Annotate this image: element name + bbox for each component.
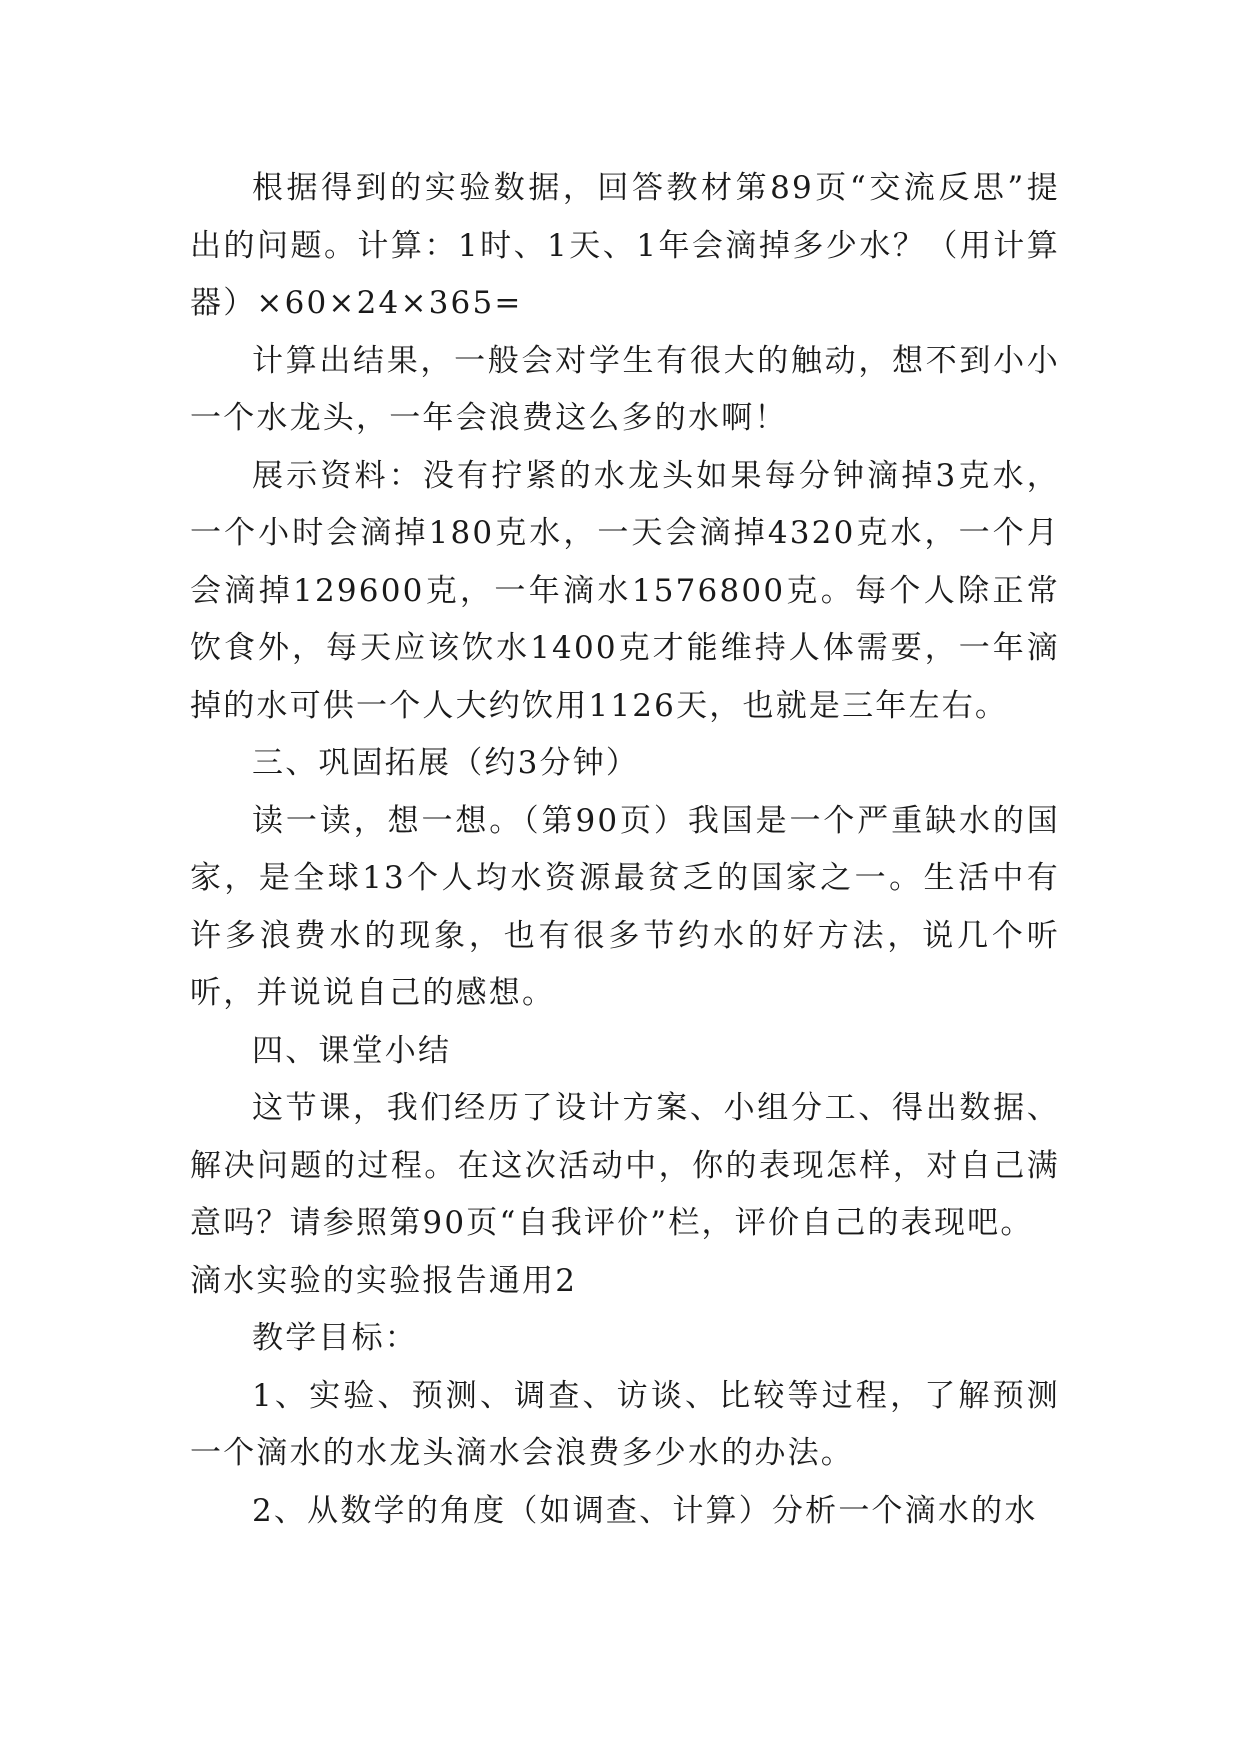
paragraph-summary: 这节课，我们经历了设计方案、小组分工、得出数据、解决问题的过程。在这次活动中，你的表现怎样，对自己满意吗？请参照第90页“自我评价”栏，评价自己的表现吧。 — [190, 1090, 1060, 1241]
section-title: 滴水实验的实验报告通用2 — [190, 1262, 578, 1299]
paragraph-goal-2: 2、从数学的角度（如调查、计算）分析一个滴水的水 — [252, 1492, 1038, 1529]
paragraph-goal-1: 1、实验、预测、调查、访谈、比较等过程，了解预测一个滴水的水龙头滴水会浪费多少水的办法。 — [190, 1377, 1060, 1471]
paragraph-show-materials: 展示资料：没有拧紧的水龙头如果每分钟滴掉3克水，一个小时会滴掉180克水，一天会滴掉4320克水，一个月会滴掉129600克，一年滴水1576800克。每个人除正常饮食外，每天应该饮水1400克才能维持人体需要，一年滴掉的水可供一个人大约饮用1126天，也就是三年左右。 — [190, 457, 1060, 724]
heading-teaching-goals: 教学目标： — [252, 1320, 418, 1356]
paragraph-read-think: 读一读，想一想。（第90页）我国是一个严重缺水的国家，是全球13个人均水资源最贫乏的国家之一。生活中有许多浪费水的现象，也有很多节约水的好方法，说几个听听，并说说自己的感想。 — [190, 802, 1060, 1011]
heading-consolidate-extend: 三、巩固拓展（约3分钟） — [252, 745, 640, 781]
document-body — [190, 160, 1060, 1540]
paragraph-experiment-data: 根据得到的实验数据，回答教材第89页“交流反思”提出的问题。计算：1时、1天、1年会滴掉多少水？（用计算器）×60×24×365= — [190, 170, 1060, 321]
paragraph-calculation-result: 计算出结果，一般会对学生有很大的触动，想不到小小一个水龙头，一年会浪费这么多的水啊！ — [190, 342, 1060, 436]
heading-class-summary: 四、课堂小结 — [252, 1032, 452, 1069]
